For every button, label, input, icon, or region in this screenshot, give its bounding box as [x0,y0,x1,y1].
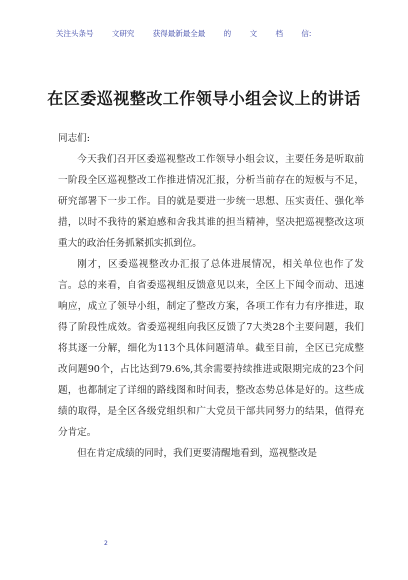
header-banner [56,28,327,39]
header-item[interactable]: 信: [301,29,312,38]
page-number: 2 [104,540,108,547]
header-item[interactable]: 文 [249,29,258,38]
header-item[interactable]: 的 [223,29,232,38]
document-title: 在区委巡视整改工作领导小组会议上的讲话 [47,89,361,108]
salutation: 同志们: [58,133,91,144]
header-item[interactable]: 关注头条号 [56,29,94,38]
header-item[interactable]: 文研究 [111,29,135,38]
header-item[interactable]: 档 [275,29,283,38]
paragraph: 今天我们召开区委巡视整改工作领导小组会议，主要任务是听取前一阶段全区巡视整改工作推进情况汇报，分析当前存在的短板与不足，研究部署下一步工作。目的就是要进一步统一思想、压实责任、强化举措，以时不我待的紧迫感和舍我其谁的担当精神，坚决把巡视整改这项重大的政治任务抓紧抓实抓到位。 [58,154,364,249]
header-item[interactable]: 获得最新最全最 [152,29,206,38]
paragraph: 刚才，区委巡视整改办汇报了总体进展情况，相关单位也作了发言。总的来看，自省委巡视组反馈意见以来，全区上下闻令而动、迅速响应，成立了领导小组，制定了整改方案，各项工作有力有序推进，取得了阶段性成效。省委巡视组向我区反馈了7大类28个主要问题，我们将其逐一分解，细化为113个具体问题清单。截至目前，全区已完成整改问题90个，占比达到79.6%,其余需要持续推进或限期完成的23个问题，也都制定了详细的路线图和时间表，整改态势总体是好的。这些成绩的取得，是全区各级党组织和广大党员干部共同努力的结果，值得充分肯定。 [58,259,364,438]
paragraph: 但在肯定成绩的同时，我们更要清醒地看到，巡视整改是 [77,448,318,459]
document-body [58,128,364,464]
